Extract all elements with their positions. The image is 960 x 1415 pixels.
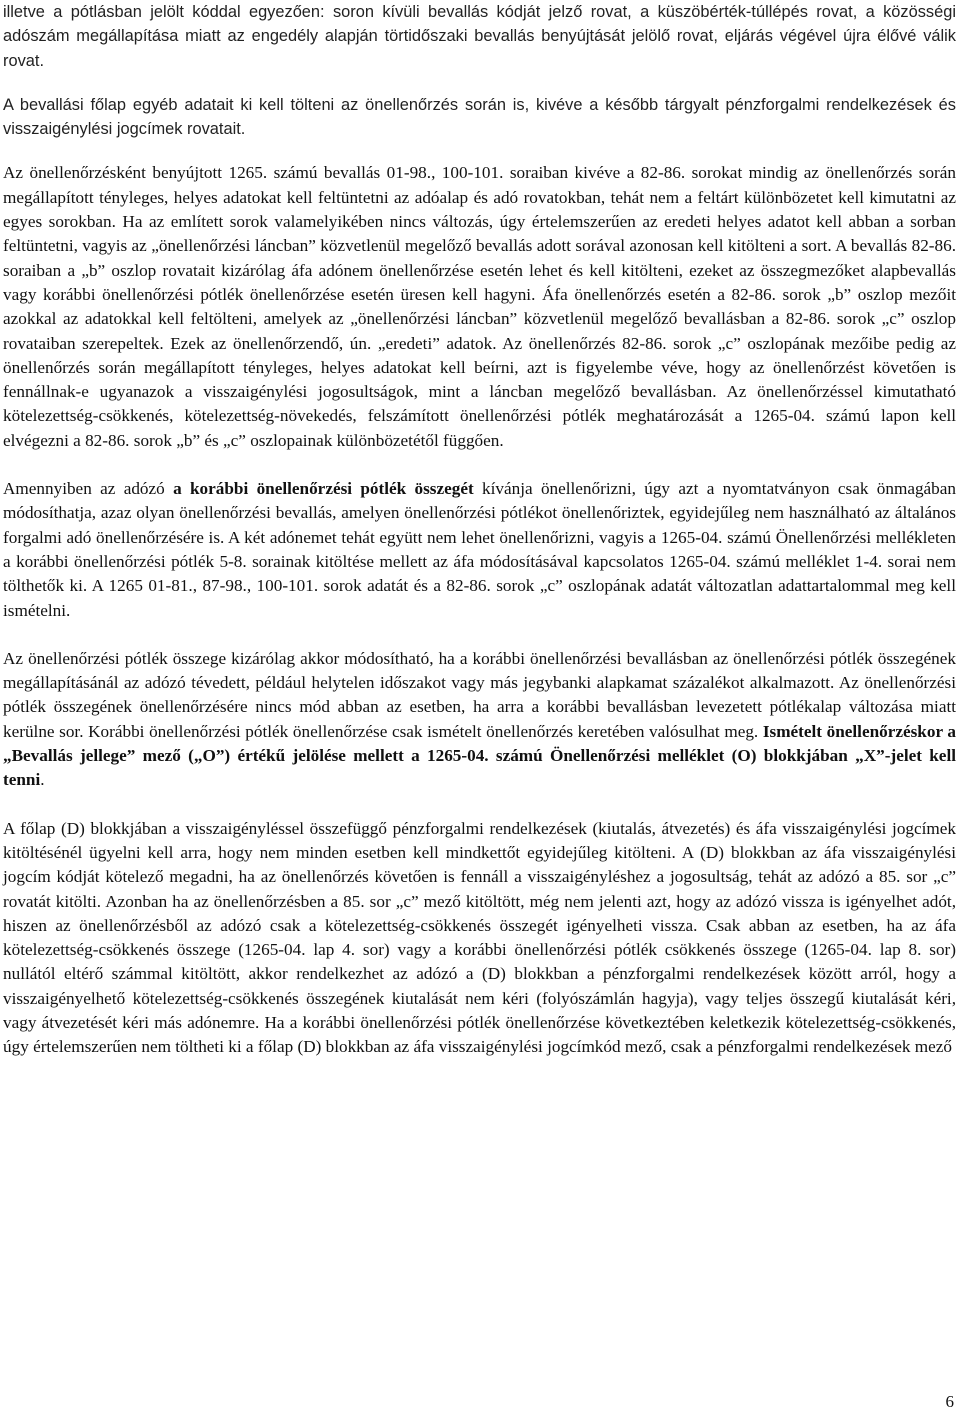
paragraph-previous-surcharge — [3, 477, 956, 623]
paragraph-block-d: A főlap (D) blokkjában a visszaigényléssel összefüggő pénzforgalmi rendelkezések (kiutalás, átvezetés) és áfa visszaigénylési jogcímek kitöltésénél ügyelni kell arra, hogy nem minden esetben kell mindkettőt egyidejűleg kitölteni. A (D) blokkban az áfa visszaigénylési jogcím kódját kötelező megadni, ha az önellenőrzés követően is fennáll a visszaigényléshez a jogosultság, tehát az adózó a 85. sor „c” rovatát kitölti. Azonban ha az önellenőrzésben a 85. sor „c” mező kitöltött, még nem jelenti azt, hogy az adózó vissza is igényelhet adót, hiszen az önellenőrzésből az adózó csak a kötelezettség-csökkenés összegét igényelheti vissza. Csak abban az esetben, ha az áfa kötelezettség-csökkenés összege (1265-04. lap 4. sor) vagy a korábbi önellenőrzési pótlék csökkenés összege (1265-04. lap 8. sor) nullától eltérő számmal kitöltött, akkor rendelkezhet az adózó a (D) blokkban a pénzforgalmi rendelkezések között arról, hogy a visszaigényelhető kötelezettség-csökkenés összegének kiutalását nem kéri (folyószámlán hagyja), vagy teljes összegű kiutalását kéri, vagy átvezetését kéri más adónemre. Ha a korábbi önellenőrzési pótlék önellenőrzése következtében keletkezik kötelezettség-csökkenés, úgy értelemszerűen nem töltheti ki a főlap (D) blokkban az áfa visszaigénylési jogcímkód mező, csak a pénzforgalmi rendelkezések mező — [3, 818, 956, 1057]
spacer — [3, 793, 956, 817]
paragraph-header-fields: illetve a pótlásban jelölt kóddal egyezően: soron kívüli bevallás kódját jelző rovat, a küszöbérték-túllépés rovat, a közösségi adószám megállapítása miatt az engedély alapján törtidőszaki bevallás benyújtását jelölő rovat, eljárás végével újra élővé válik rovat. — [3, 3, 956, 70]
bold-emphasis: Ismételt önellenőrzéskor a „Bevallás jellege” mező („O”) értékű jelölése mellett a 1265-04. számú Önellenőrzési melléklet (O) blokkjában „X”-jelet kell tenni — [3, 721, 956, 790]
spacer — [3, 73, 956, 93]
paragraph-text: Amennyiben az adózó — [3, 479, 174, 499]
page-number: 6 — [945, 1392, 954, 1411]
spacer — [3, 453, 956, 477]
spacer — [3, 141, 956, 161]
paragraph-text: . — [40, 770, 45, 790]
bold-emphasis: a korábbi önellenőrzési pótlék összegét — [173, 479, 474, 499]
paragraph-text: Az önellenőrzési pótlék összege kizárólag akkor módosítható, ha a korábbi önellenőrzési bevallásban az önellenőrzési pótlék összegének megállapításánál az adózó tévedett, például helytelen időszakot vagy más jegybanki alapkamat százalékot alkalmazott. Az önellenőrzési pótlék összegének önellenőrzésére nincs mód abban az esetben, ha arra a korábbi bevallásban levezetett pótlékalap változása miatt kerülne sor. Korábbi önellenőrzési pótlék önellenőrzése csak ismételt önellenőrzés keretében valósulhat meg. — [3, 648, 956, 741]
spacer — [3, 623, 956, 647]
document-page — [3, 0, 956, 1060]
paragraph-self-revision-rows: Az önellenőrzésként benyújtott 1265. számú bevallás 01-98., 100-101. soraiban kivéve a 82-86. sorokat mindig az önellenőrzés során megállapított tényleges, helyes adatokat kell feltüntetni az adóalap és adó rovatokban, tehát nem a feltárt különbözetet kell kimutatni az egyes sorokban. Ha az említett sorok valamelyikében nincs változás, úgy értelemszerűen az eredeti helyes adatot kell abban a sorban feltüntetni, vagyis az „önellenőrzési láncban” közvetlenül megelőző bevallás adott sorával azonosan kell kitölteni a sort. A bevallás 82-86. soraiban a „b” oszlop rovatait kizárólag áfa adónem önellenőrzése esetén lehet és kell kitölteni, ezeket az összegmezőket alapbevallás vagy korábbi önellenőrzési pótlék önellenőrzése esetén üresen kell hagyni. Áfa önellenőrzés esetén a 82-86. sorok „b” oszlop mezőit azokkal az adatokkal kell feltölteni, amelyek az „önellenőrzési láncban” közvetlenül megelőző bevallásban a 82-86. sorok „c” oszlop rovataiban szerepeltek. Ezek az önellenőrzendő, ún. „eredeti” adatok. Az önellenőrzés 82-86. sorok „c” oszlopának mezőibe pedig az önellenőrzés során megállapított tényleges, helyes adatokat kell beírni, azt is figyelembe véve, hogy az önellenőrzést követően is fennállnak-e ugyanazok a visszaigénylési jogosultságok, mint a láncban megelőző bevallásban. Az önellenőrzéssel kimutatható kötelezettség-csökkenés, kötelezettség-növekedés, felszámított önellenőrzési pótlék meghatározását a 1265-04. számú lapon kell elvégezni a 82-86. sorok „b” és „c” oszlopainak különbözetétől függően. — [3, 163, 956, 450]
paragraph-surcharge-modification — [3, 647, 956, 793]
paragraph-main-sheet-data: A bevallási főlap egyéb adatait ki kell tölteni az önellenőrzés során is, kivéve a később tárgyalt pénzforgalmi rendelkezések és visszaigénylési jogcímek rovatait. — [3, 95, 956, 139]
paragraph-text: kívánja önellenőrizni, úgy azt a nyomtatványon csak önmagában módosíthatja, azaz olyan önellenőrzési bevallás, amelyen önellenőrzési pótlékot önellenőriztek, egyidejűleg nem használható az általános forgalmi adó önellenőrzésére is. A két adónemet tehát együtt nem lehet önellenőrizni, vagyis a 1265-04. számú Önellenőrzési mellékleten a korábbi önellenőrzési pótlék 5-8. sorainak kitöltése mellett az áfa módosításával kapcsolatos 1265-04. számú melléklet 1-4. sorai nem tölthetők ki. A 1265 01-81., 87-98., 100-101. sorok adatát és a 82-86. sorok „c” oszlopának adatát változatlan adattartalommal meg kell ismételni. — [3, 479, 956, 620]
